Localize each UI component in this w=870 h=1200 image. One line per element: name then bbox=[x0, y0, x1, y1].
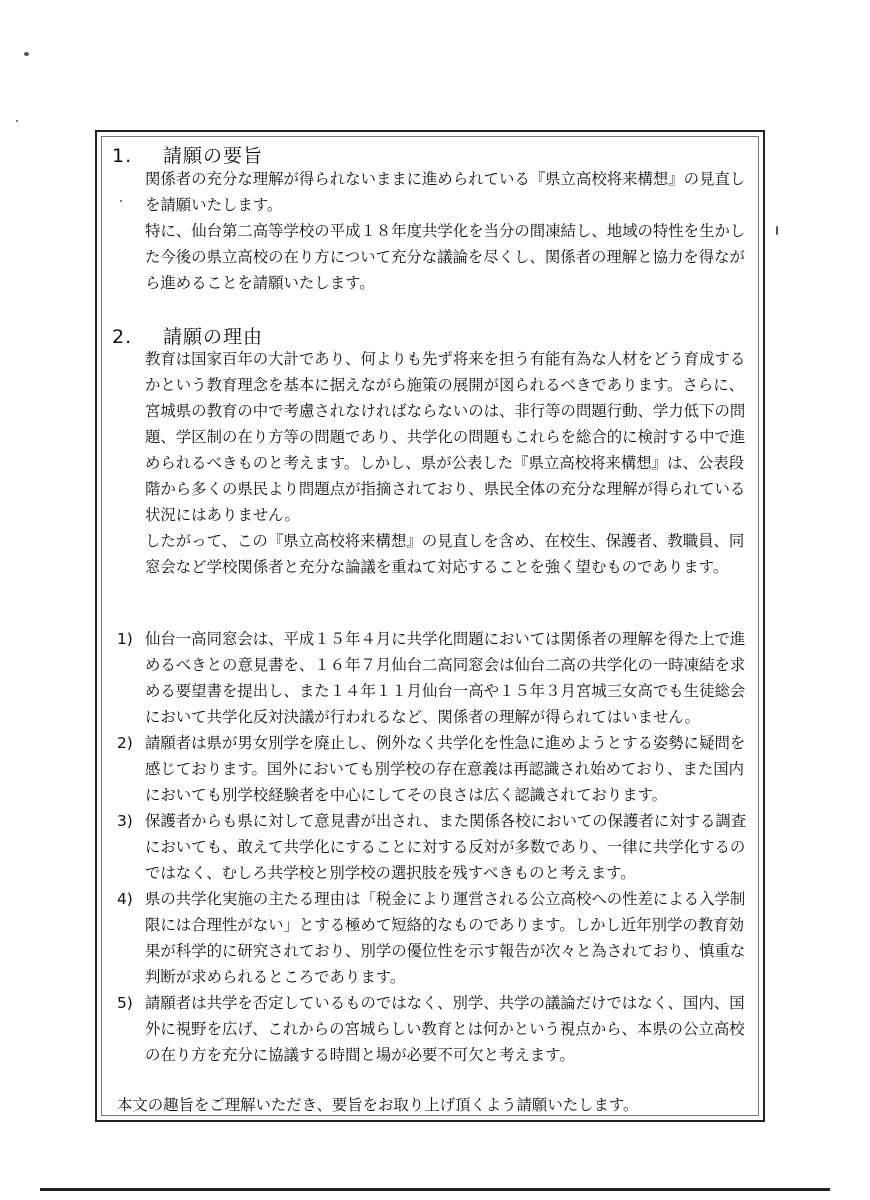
reason-line: 保護者からも県に対して意見書が出され、また関係各校においての保護者に対する調査 bbox=[145, 812, 747, 830]
section2-line: 題、学区制の在り方等の問題であり、共学化の問題もこれらを総合的に検討する中で進 bbox=[145, 428, 746, 446]
section2-line: したがって、この『県立高校将来構想』の見直しを含め、在校生、保護者、教職員、同 bbox=[145, 532, 745, 550]
closing-statement: 本文の趣旨をご理解いただき、要旨をお取り上げ頂くよう請願いたします。 bbox=[117, 1096, 639, 1114]
section2-line: 窓会など学校関係者と充分な論議を重ねて対応することを強く望むものであります。 bbox=[145, 558, 729, 576]
scan-speck bbox=[776, 226, 778, 235]
reason-marker: 2) bbox=[117, 734, 133, 752]
section1-number: 1. bbox=[112, 145, 133, 167]
reason-marker: 5) bbox=[117, 994, 133, 1012]
reason-line: 限には合理性がない」とする極めて短絡的なものであります。しかし近年別学の教育効 bbox=[145, 916, 745, 934]
reason-line: 仙台一高同窓会は、平成１５年４月に共学化問題においては関係者の理解を得た上で進 bbox=[145, 630, 746, 648]
reason-line: 県の共学化実施の主たる理由は「税金により運営される公立高校への性差による入学制 bbox=[145, 890, 746, 908]
reason-line: 判断が求められるところであります。 bbox=[145, 968, 406, 986]
reason-line: 感じております。国外においても別学校の存在意義は再認識され始めており、また国内 bbox=[145, 760, 745, 778]
section1-title: 請願の要旨 bbox=[163, 145, 264, 167]
section2-line: 階から多くの県民より問題点が指摘されており、県民全体の充分な理解が得られている bbox=[145, 480, 746, 498]
reason-line: める要望書を提出し、また１４年１１月仙台一高や１５年３月宮城三女高でも生徒総会 bbox=[145, 682, 746, 700]
reason-line: においても、敢えて共学化にすることに対する反対が多数であり、一律に共学化するの bbox=[145, 838, 746, 856]
section2-line: められるべきものと考えます。しかし、県が公表した『県立高校将来構想』は、公表段 bbox=[145, 454, 745, 472]
reason-line: の在り方を充分に協議する時間と場が必要不可欠と考えます。 bbox=[145, 1046, 575, 1064]
scan-speck bbox=[16, 120, 18, 122]
reason-line: 請願者は県が男女別学を廃止し、例外なく共学化を性急に進めようとする姿勢に疑問を bbox=[145, 734, 746, 752]
reason-marker: 4) bbox=[117, 890, 133, 908]
section2-line: かという教育理念を基本に据えながら施策の展開が図られるべきであります。さらに、 bbox=[145, 376, 745, 394]
section2-line: 状況にはありません。 bbox=[145, 506, 300, 524]
reason-line: ではなく、むしろ共学校と別学校の選択肢を残すべきものと考えます。 bbox=[145, 864, 636, 882]
section2-number: 2. bbox=[112, 326, 133, 348]
section1-line: 関係者の充分な理解が得られないままに進められている『県立高校将来構想』の見直し bbox=[145, 170, 746, 188]
reason-line: 外に視野を広げ、これからの宮城らしい教育とは何かという視点から、本県の公立高校 bbox=[145, 1020, 745, 1038]
section2-title: 請願の理由 bbox=[163, 326, 264, 348]
scan-speck bbox=[24, 52, 29, 56]
section1-line: ら進めることを請願いたします。 bbox=[145, 274, 375, 292]
reason-line: めるべきとの意見書を、１６年７月仙台二高同窓会は仙台二高の共学化の一時凍結を求 bbox=[145, 656, 746, 674]
reason-marker: 1) bbox=[117, 630, 133, 648]
scan-bottom-edge bbox=[40, 1188, 830, 1191]
reason-line: 果が科学的に研究されており、別学の優位性を示す報告が次々と為されており、慎重な bbox=[145, 942, 746, 960]
section1-line: を請願いたします。 bbox=[145, 196, 283, 214]
section2-line: 教育は国家百年の大計であり、何よりも先ず将来を担う有能有為な人材をどう育成する bbox=[145, 350, 746, 368]
reason-line: においても別学校経験者を中心にしてその良さは広く認識されております。 bbox=[145, 786, 668, 804]
reason-line: において共学化反対決議が行われるなど、関係者の理解が得られてはいません。 bbox=[145, 708, 700, 726]
reason-line: 請願者は共学を否定しているものではなく、別学、共学の議論だけではなく、国内、国 bbox=[145, 994, 745, 1012]
reason-marker: 3) bbox=[117, 812, 133, 830]
section1-line: た今後の県立高校の在り方について充分な議論を尽くし、関係者の理解と協力を得なが bbox=[145, 248, 745, 266]
section1-line: 特に、仙台第二高等学校の平成１８年度共学化を当分の間凍結し、地域の特性を生かし bbox=[145, 222, 746, 240]
section2-line: 宮城県の教育の中で考慮されなければならないのは、非行等の問題行動、学力低下の問 bbox=[145, 402, 746, 420]
